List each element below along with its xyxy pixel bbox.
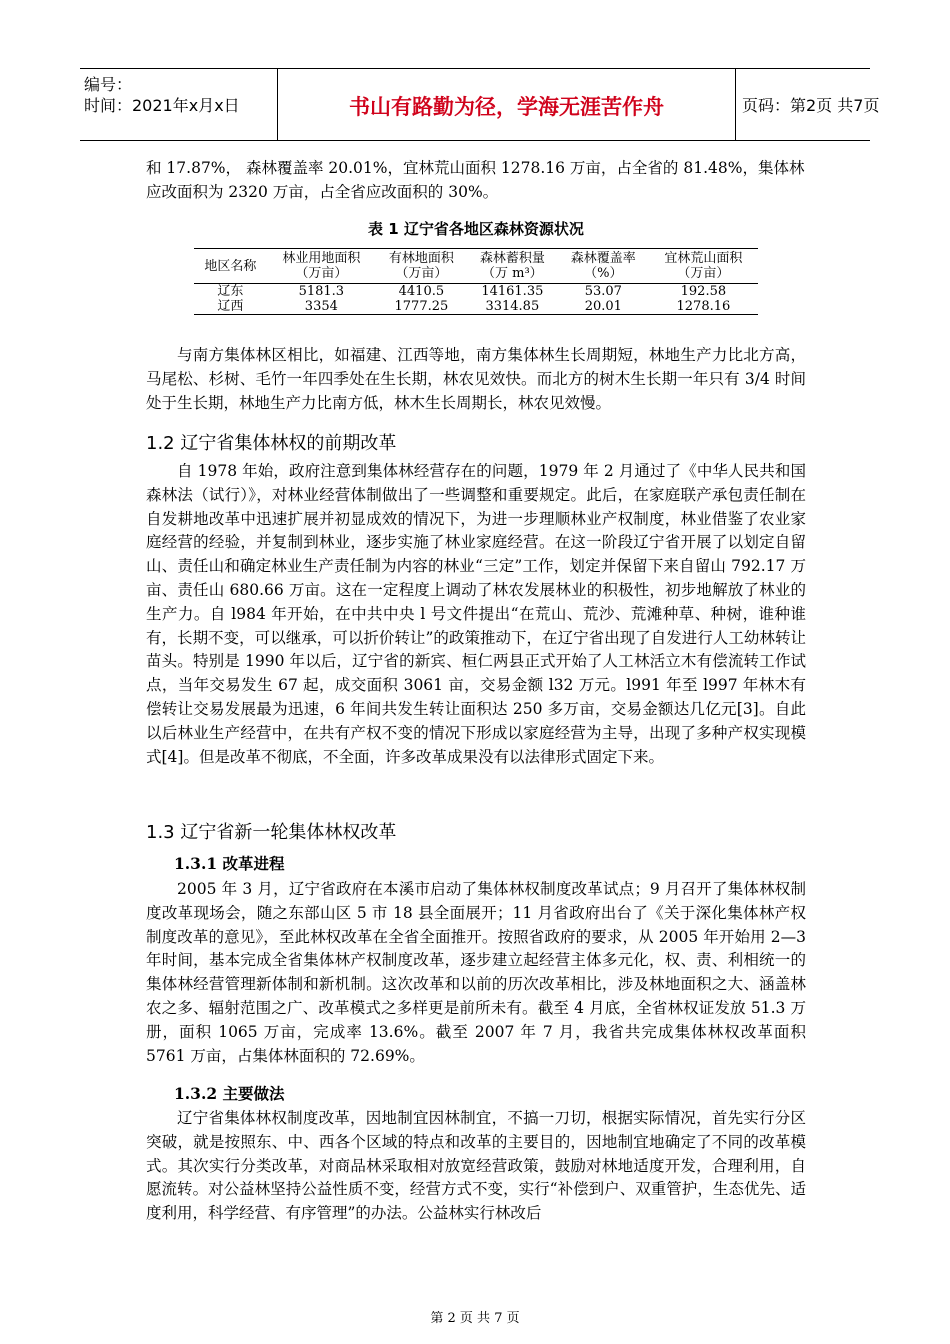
table-caption: 表 1 辽宁省各地区森林资源状况 [368, 220, 584, 238]
col-header-region: 地区名称 [204, 258, 257, 274]
table-cell: 1278.16 [676, 299, 731, 314]
col-header-coverage-rate: 森林覆盖率 （%） [570, 251, 636, 281]
header-motto: 书山有路勤为径，学海无涯苦作舟 [349, 95, 664, 119]
table-cell: 1777.25 [394, 299, 449, 314]
col-header-stock-volume: 森林蓄积量 （万 m³） [479, 251, 545, 281]
document-time-label: 时间：2021年x月x日 [84, 96, 240, 115]
table-cell: 192.58 [680, 284, 727, 299]
subsection-heading-1-3-2: 1.3.2 主要做法 [174, 1084, 285, 1103]
table-cell: 辽西 [217, 299, 244, 314]
paragraph-main-practices: 辽宁省集体林权制度改革，因地制宜因林制宜，不搞一刀切，根据实际情况，首先实行分区突破，就是按照东、中、西各个区域的特点和改革的主要目的，因地制宜地确定了不同的改革模式。其次实行分类改革，对商品林采取相对放宽经营政策，鼓励对林地适度开发，合理利用，自愿流转。对公益林坚持公益性质不变，经营方式不变，实行“补偿到户、双重管护，生态优先、适度利用，科学经营、有序管理”的办法。公益林实行林改后 [146, 1109, 806, 1223]
intro-line-2: 应改面积为 2320 万亩，占全省应改面积的 30%。 [146, 183, 499, 201]
paragraph-south-comparison: 与南方集体林区相比，如福建、江西等地，南方集体林生长周期短，林地生产力比北方高，马尾松、杉树、毛竹一年四季处在生长期，林农见效快。而北方的树木生长期一年只有 3/4 时间处于生长期，林地生产力比南方低，林木生长周期长，林农见效慢。 [146, 346, 806, 412]
col-header-barren-area: 宜林荒山面积 （万亩） [664, 251, 743, 281]
table-header-row [194, 249, 758, 284]
table-row [194, 284, 758, 300]
table-cell: 5181.3 [298, 284, 345, 299]
header-page-cell [736, 69, 880, 140]
document-number-label: 编号： [84, 75, 133, 94]
intro-line-1: 和 17.87%， 森林覆盖率 20.01%，宜林荒山面积 1278.16 万亩，占全省的 81.48%，集体林 [146, 159, 805, 177]
col-header-forested-area: 有林地面积 （万亩） [388, 251, 454, 281]
header-motto-cell [278, 69, 736, 140]
header-meta-cell [80, 69, 278, 140]
table-cell: 14161.35 [481, 284, 544, 299]
col-header-forest-land-area: 林业用地面积 （万亩） [282, 251, 361, 281]
paragraph-early-reform: 自 1978 年始，政府注意到集体林经营存在的问题，1979 年 2 月通过了《中华人民共和国森林法（试行）》，对林业经营体制做出了一些调整和重要规定。此后，在家庭联产承包责任制在自发耕地改革中迅速扩展并初显成效的情况下，为进一步理顺林业产权制度，林业借鉴了农业家庭经营的经验，并复制到林业，逐步实施了林业家庭经营。在这一阶段辽宁省开展了以划定自留山、责任山和确定林业生产责任制为内容的林业“三定”工作，划定并保留下来自留山 792.17 万亩、责任山 680.66 万亩。这在一定程度上调动了林农发展林业的积极性，初步地解放了林业的生产力。自 l984 年开始，在中共中央 l 号文件提出“在荒山、荒沙、荒滩种草、种树，谁种谁有，长期不变，可以继承，可以折价转让”的政策推动下，在辽宁省出现了自发进行人工幼林转让苗头。特别是 1990 年以后，辽宁省的新宾、桓仁两县正式开始了人工林活立木有偿流转工作试点，当年交易发生 67 起，成交面积 3061 亩，交易金额 l32 万元。l991 年至 l997 年林木有偿转让交易发展最为迅速，6 年间共发生转让面积达 250 多万亩，交易金额达几亿元[3]。自此以后林业生产经营中，在共有产权不变的情况下形成以家庭经营为主导，出现了多种产权实现模式[4]。但是改革不彻底，不全面，许多改革成果没有以法律形式固定下来。 [146, 462, 806, 766]
subsection-heading-1-3-1: 1.3.1 改革进程 [174, 854, 285, 873]
table-cell: 53.07 [584, 284, 622, 299]
section-heading-1-3: 1.3 辽宁省新一轮集体林权改革 [146, 822, 397, 843]
table-cell: 20.01 [584, 299, 622, 314]
forest-resource-table [194, 248, 758, 315]
table-cell: 3354 [304, 299, 338, 314]
table-cell: 辽东 [217, 284, 244, 299]
table-row [194, 299, 758, 315]
table-cell: 4410.5 [398, 284, 445, 299]
paragraph-reform-progress: 2005 年 3 月，辽宁省政府在本溪市启动了集体林权制度改革试点；9 月召开了集体林权制度改革现场会，随之东部山区 5 市 18 县全面展开；11 月省政府出台了《关于深化集体林产权制度改革的意见》，至此林权改革在全省全面推开。按照省政府的要求，从 2005 年开始用 2—3 年时间，基本完成全省集体林产权制度改革，逐步建立起经营主体多元化，权、责、利相统一的集体林经营管理新体制和新机制。这次改革和以前的历次改革相比，涉及林地面积之大、涵盖林农之多、辐射范围之广、改革模式之多样更是前所未有。截至 4 月底，全省林权证发放 51.3 万册，面积 1065 万亩，完成率 13.6%。截至 2007 年 7 月，我省共完成集体林权改革面积 5761 万亩，占集体林面积的 72.69%。 [146, 880, 806, 1065]
table-cell: 3314.85 [485, 299, 540, 314]
header-page-code: 页码：第2页 共7页 [742, 96, 880, 115]
page-footer: 第 2 页 共 7 页 [430, 1311, 520, 1326]
section-heading-1-2: 1.2 辽宁省集体林权的前期改革 [146, 433, 397, 454]
page-header [80, 68, 880, 141]
